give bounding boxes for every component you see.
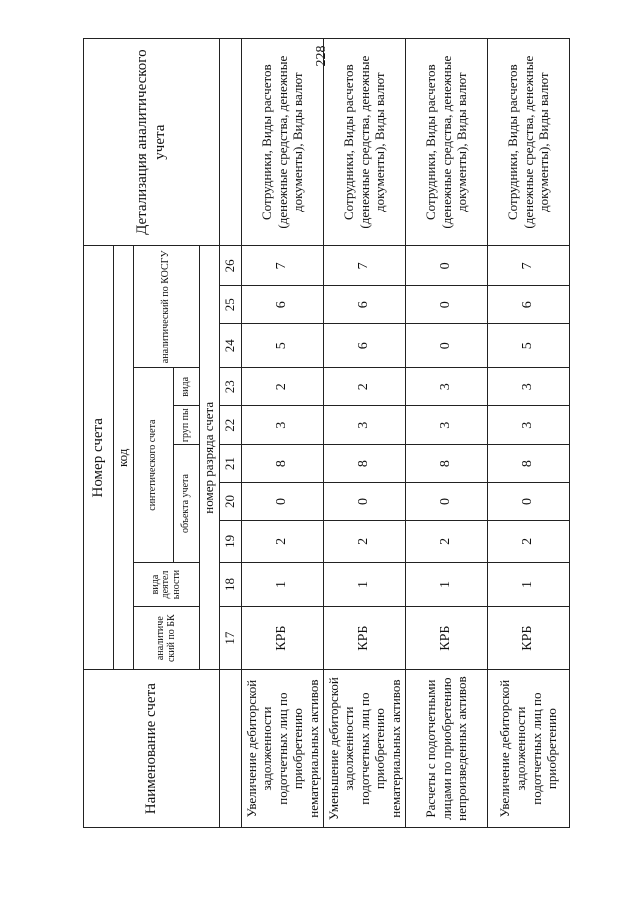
analytic-detail: Сотрудники, Виды расчетов (денежные средства, денежные документы), Виды валют — [242, 39, 324, 246]
header-object: объекта учета — [174, 445, 200, 563]
code-cell: 6 — [488, 286, 570, 324]
header-account-name: Наименование счета — [84, 670, 220, 828]
code-cell: 2 — [406, 520, 488, 562]
code-cell: 3 — [406, 406, 488, 445]
code-cell: 0 — [406, 246, 488, 286]
rotated-table-wrapper — [83, 38, 560, 828]
code-cell: 8 — [324, 445, 406, 483]
header-analytic-bk: аналитиче ский по БК — [134, 607, 200, 670]
code-cell: 8 — [488, 445, 570, 483]
header-digit-number: номер разряда счета — [200, 246, 220, 670]
analytic-detail: Сотрудники, Виды расчетов (денежные средства, денежные документы), Виды валют — [406, 39, 488, 246]
code-cell: КРБ — [406, 607, 488, 670]
code-cell: 3 — [488, 406, 570, 445]
code-cell: 8 — [406, 445, 488, 483]
code-cell: 1 — [242, 562, 324, 606]
analytic-detail: Сотрудники, Виды расчетов (денежные средства, денежные документы), Виды валют — [488, 39, 570, 246]
code-cell: 0 — [488, 483, 570, 521]
code-cell: 1 — [406, 562, 488, 606]
page-number: 228 — [314, 45, 329, 67]
account-name: Расчеты с подотчетными лицами по приобретению непроизведенных активов — [406, 670, 488, 828]
code-cell: 3 — [324, 406, 406, 445]
code-cell: КРБ — [324, 607, 406, 670]
header-code: код — [114, 246, 134, 670]
code-cell: 0 — [242, 483, 324, 521]
code-cell: 7 — [324, 246, 406, 286]
code-cell: 1 — [324, 562, 406, 606]
accounts-table — [83, 38, 570, 828]
code-cell: 2 — [324, 368, 406, 406]
empty-cell — [220, 39, 242, 246]
code-cell: 7 — [242, 246, 324, 286]
code-cell: 6 — [242, 286, 324, 324]
digit-label: 17 — [220, 607, 242, 670]
table-row — [242, 39, 324, 828]
header-analytic-detail: Детализация аналитического учета — [84, 39, 220, 246]
header-analytic-kosgu: аналитический по КОСГУ — [134, 246, 200, 368]
code-cell: 3 — [488, 368, 570, 406]
code-cell: 5 — [488, 324, 570, 368]
digit-label: 25 — [220, 286, 242, 324]
code-cell: 3 — [406, 368, 488, 406]
account-name: Увеличение дебиторской задолженности подотчетных лиц по приобретению — [488, 670, 570, 828]
code-cell: 0 — [406, 286, 488, 324]
header-synthetic: синтетического счета — [134, 368, 174, 563]
header-account-number: Номер счета — [84, 246, 114, 670]
account-name: Уменьшение дебиторской задолженности подотчетных лиц по приобретению нематериальных активов — [324, 670, 406, 828]
table-row — [324, 39, 406, 828]
table-row — [406, 39, 488, 828]
code-cell: 6 — [324, 286, 406, 324]
digit-label: 19 — [220, 520, 242, 562]
analytic-detail: Сотрудники, Виды расчетов (денежные средства, денежные документы), Виды валют — [324, 39, 406, 246]
code-cell: 3 — [242, 406, 324, 445]
account-name: Увеличение дебиторской задолженности подотчетных лиц по приобретению нематериальных активов — [242, 670, 324, 828]
header-activity-type: вида деятел ьности — [134, 562, 200, 606]
code-cell: КРБ — [488, 607, 570, 670]
empty-cell — [220, 670, 242, 828]
code-cell: 2 — [488, 520, 570, 562]
header-kind: вида — [174, 368, 200, 406]
digit-label: 20 — [220, 483, 242, 521]
code-cell: 0 — [406, 483, 488, 521]
code-cell: 1 — [488, 562, 570, 606]
table-row — [488, 39, 570, 828]
code-cell: 2 — [324, 520, 406, 562]
digit-label: 23 — [220, 368, 242, 406]
code-cell: 5 — [242, 324, 324, 368]
code-cell: 2 — [242, 368, 324, 406]
code-cell: 7 — [488, 246, 570, 286]
digit-label: 18 — [220, 562, 242, 606]
code-cell: КРБ — [242, 607, 324, 670]
digit-label: 26 — [220, 246, 242, 286]
code-cell: 0 — [406, 324, 488, 368]
code-cell: 8 — [242, 445, 324, 483]
digit-label: 21 — [220, 445, 242, 483]
code-cell: 2 — [242, 520, 324, 562]
header-group: груп пы — [174, 406, 200, 445]
digit-label: 24 — [220, 324, 242, 368]
digit-label: 22 — [220, 406, 242, 445]
code-cell: 6 — [324, 324, 406, 368]
code-cell: 0 — [324, 483, 406, 521]
